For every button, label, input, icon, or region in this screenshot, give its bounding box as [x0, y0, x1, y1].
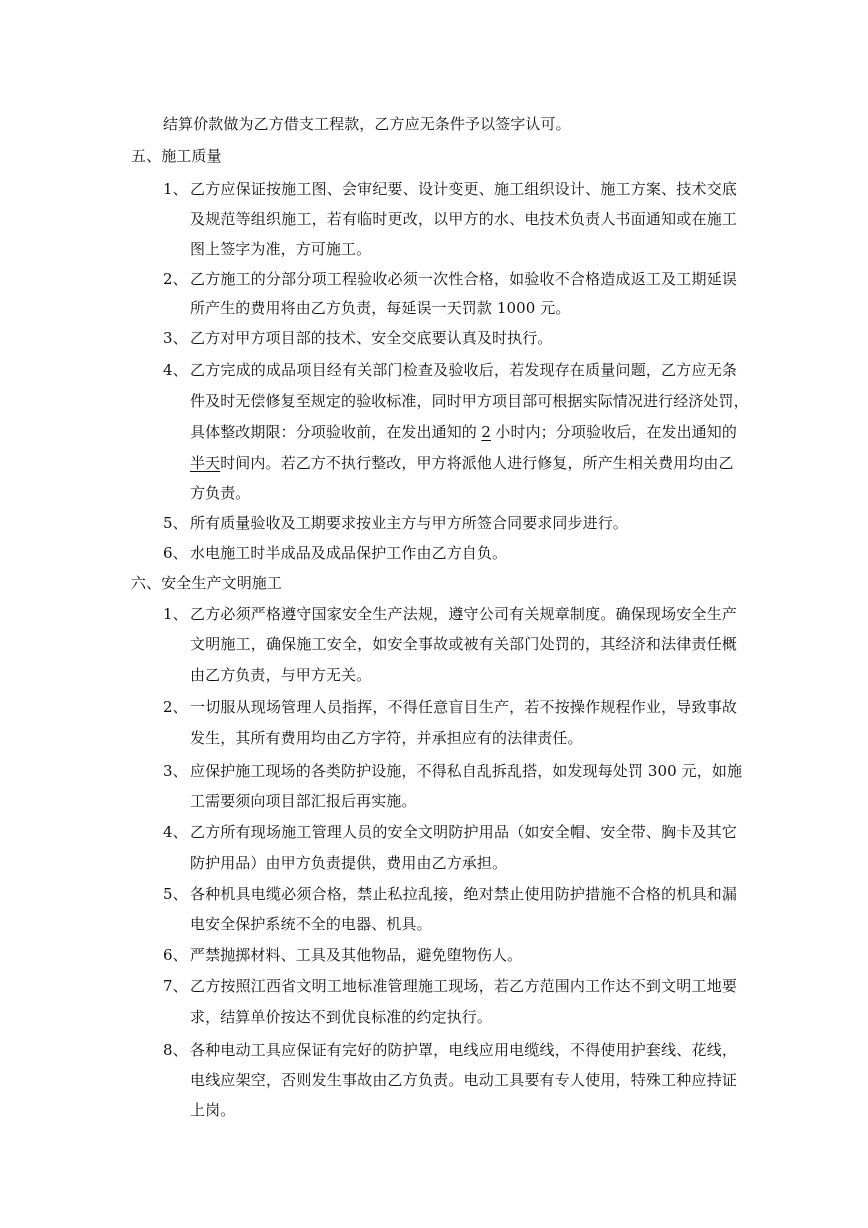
- paragraph-line: 严禁抛掷材料、工具及其他物品，避免堕物伤人。: [190, 946, 523, 964]
- paragraph-line: 乙方施工的分部分项工程验收必须一次性合格，如验收不合格造成返工及工期延误: [190, 270, 737, 288]
- item-number: 4、: [163, 823, 188, 841]
- paragraph-line: 由乙方负责，与甲方无关。: [190, 666, 372, 684]
- paragraph-line: 所有质量验收及工期要求按业主方与甲方所签合同要求同步进行。: [190, 514, 628, 532]
- item-number: 3、: [163, 329, 188, 347]
- paragraph-line: 电安全保护系统不全的电器、机具。: [190, 915, 432, 933]
- paragraph-line: 文明施工，确保施工安全，如安全事故或被有关部门处罚的，其经济和法律责任概: [190, 635, 737, 653]
- item-number: 2、: [163, 698, 188, 716]
- item-number: 8、: [163, 1041, 188, 1059]
- paragraph-line: 一切服从现场管理人员指挥，不得任意盲目生产，若不按操作规程作业，导致事故: [190, 698, 737, 716]
- paragraph-line: 各种电动工具应保证有完好的防护罩，电线应用电缆线，不得使用护套线、花线，: [190, 1041, 737, 1059]
- paragraph-line: 乙方完成的成品项目经有关部门检查及验收后，若发现存在质量问题，乙方应无条: [190, 361, 737, 379]
- section-heading-safety: 六、安全生产文明施工: [131, 574, 283, 592]
- item-number: 2、: [163, 270, 188, 288]
- paragraph-line: 发生，其所有费用均由乙方字符，并承担应有的法律责任。: [190, 729, 583, 747]
- paragraph-text: 时间内。若乙方不执行整改，甲方将派他人进行修复，所产生相关费用均由乙: [220, 454, 734, 472]
- paragraph-line: 方负责。: [190, 484, 251, 502]
- paragraph-line: 乙方应保证按施工图、会审纪要、设计变更、施工组织设计、施工方案、技术交底: [190, 180, 737, 198]
- paragraph-line: [190, 421, 737, 443]
- item-number: 4、: [163, 361, 188, 379]
- paragraph-line: 乙方必须严格遵守国家安全生产法规，遵守公司有关规章制度。确保现场安全生产: [190, 605, 737, 623]
- paragraph-line: 乙方所有现场施工管理人员的安全文明防护用品（如安全帽、安全带、胸卡及其它: [190, 823, 737, 841]
- paragraph-line: 求，结算单价按达不到优良标准的约定执行。: [190, 1008, 493, 1026]
- underlined-hours-value: 2: [481, 423, 491, 441]
- paragraph-line: 所产生的费用将由乙方负责，每延误一天罚款 1000 元。: [190, 299, 571, 317]
- item-number: 5、: [163, 514, 188, 532]
- item-number: 3、: [163, 762, 188, 780]
- paragraph-line: 防护用品）由甲方负责提供，费用由乙方承担。: [190, 854, 508, 872]
- section-heading-construction-quality: 五、施工质量: [131, 147, 222, 165]
- paragraph-line: 工需要须向项目部汇报后再实施。: [190, 792, 417, 810]
- item-number: 6、: [163, 544, 188, 562]
- paragraph-line: 各种机具电缆必须合格，禁止私拉乱接，绝对禁止使用防护措施不合格的机具和漏: [190, 885, 737, 903]
- paragraph-text: 具体整改期限：分项验收前，在发出通知的: [190, 423, 477, 441]
- paragraph-text: 小时内；分项验收后，在发出通知的: [495, 423, 737, 441]
- paragraph-line: [190, 452, 734, 474]
- paragraph-line: 乙方按照江西省文明工地标准管理施工现场，若乙方范围内工作达不到文明工地要: [190, 977, 737, 995]
- item-number: 7、: [163, 977, 188, 995]
- paragraph-line: 件及时无偿修复至规定的验收标准，同时甲方项目部可根据实际情况进行经济处罚，: [190, 392, 749, 410]
- paragraph-line: 及规范等组织施工，若有临时更改，以甲方的水、电技术负责人书面通知或在施工: [190, 210, 737, 228]
- paragraph-line: 应保护施工现场的各类防护设施，不得私自乱拆乱搭，如发现每处罚 300 元，如施: [190, 762, 743, 780]
- paragraph-line: 图上签字为准，方可施工。: [190, 240, 372, 258]
- paragraph-line: 水电施工时半成品及成品保护工作由乙方自负。: [190, 544, 508, 562]
- item-number: 5、: [163, 885, 188, 903]
- continuation-line: 结算价款做为乙方借支工程款，乙方应无条件予以签字认可。: [163, 115, 571, 133]
- item-number: 1、: [163, 605, 188, 623]
- underlined-half-day-text: 半天: [190, 454, 221, 472]
- paragraph-line: 电线应架空，否则发生事故由乙方负责。电动工具要有专人使用，特殊工种应持证: [190, 1071, 737, 1089]
- paragraph-line: 上岗。: [190, 1101, 236, 1119]
- item-number: 1、: [163, 180, 188, 198]
- item-number: 6、: [163, 946, 188, 964]
- paragraph-line: 乙方对甲方项目部的技术、安全交底要认真及时执行。: [190, 329, 553, 347]
